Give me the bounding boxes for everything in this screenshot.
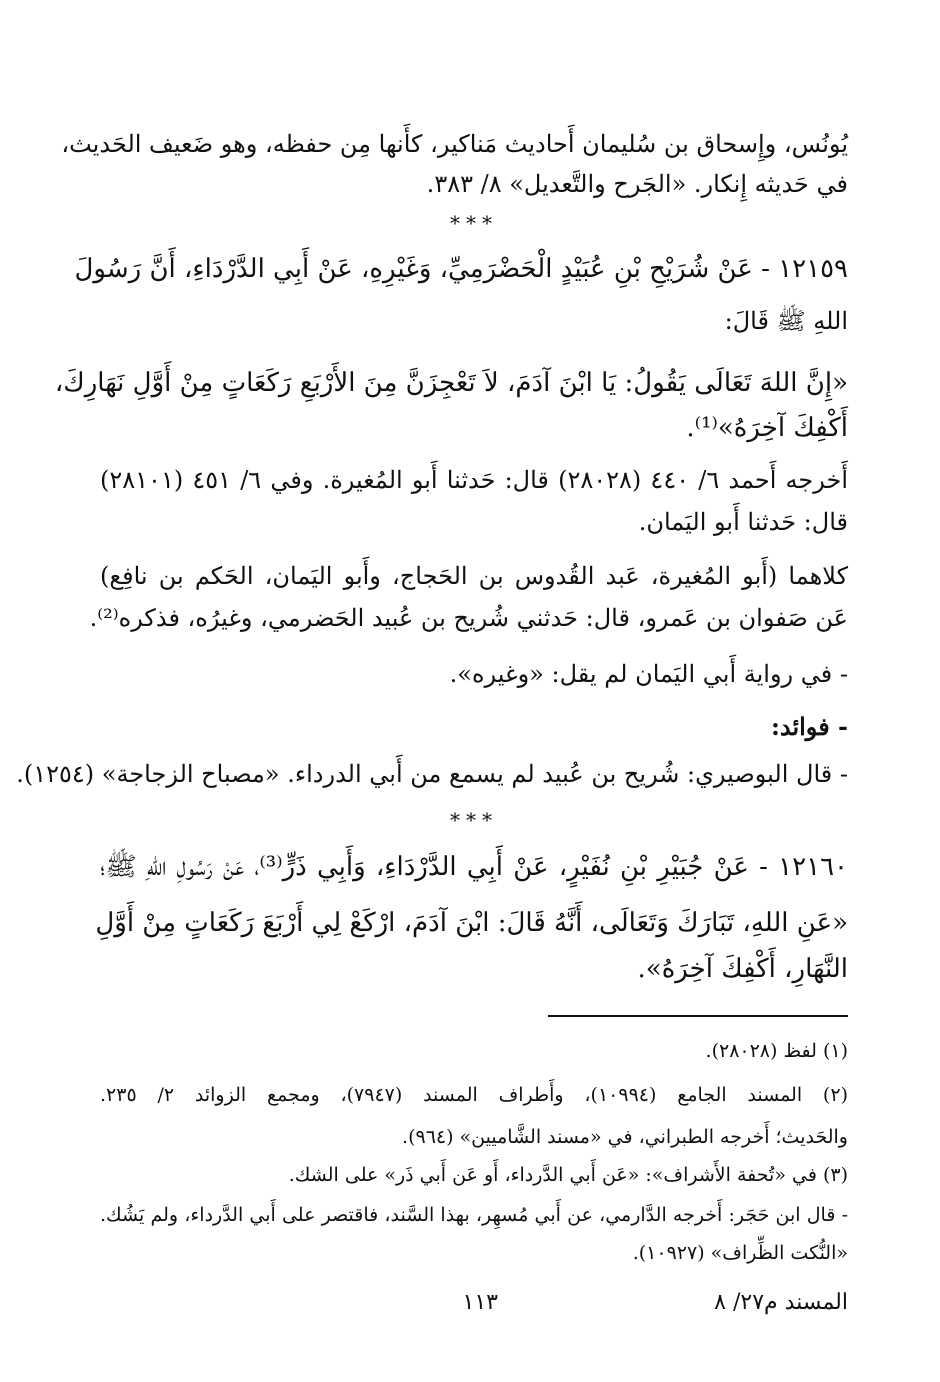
hadith-12160-text: «عَنِ اللهِ، تَبَارَكَ وَتَعَالَى، أَنَّهُ قَالَ: ابْنَ آدَمَ، ارْكَعْ لِي أَرْبَعَ رَكَعَاتٍ مِنْ أَوَّلِ bbox=[95, 908, 848, 938]
footnote-3-cont-2: «النُّكت الظِّراف» (١٠٩٢٧). bbox=[632, 1242, 848, 1264]
page-number: ١١٣ bbox=[462, 1290, 498, 1315]
footnote-rule bbox=[548, 1015, 848, 1017]
separator-stars-2: *** bbox=[450, 808, 498, 832]
text-line-1: يُونُس، وإِسحاق بن سُليمان أَحاديث مَناكير، كأَنها مِن حفظه، وهو ضَعيف الحَديث، bbox=[61, 130, 848, 158]
note-riwaya: - في رواية أَبي اليَمان لم يقل: «وغيره». bbox=[449, 660, 848, 688]
takhrij-line-4: عَن صَفوان بن عَمرو، قال: حَدثني شُريح بن عُبيد الحَضرمي، وغيرُه، فذكره⁽²⁾. bbox=[89, 604, 848, 632]
separator-stars: *** bbox=[450, 211, 498, 235]
fawaid-heading: - فوائد: bbox=[771, 712, 848, 741]
footnote-2: (٢) المسند الجامع (١٠٩٩٤)، وأَطراف المسند (٧٩٤٧)، ومجمع الزوائد ٢/ ٢٣٥. bbox=[100, 1084, 848, 1106]
hadith-12160-text-cont: النَّهَارِ، أَكْفِكَ آخِرَهُ». bbox=[637, 954, 848, 984]
hadith-12159-heading: ١٢١٥٩ - عَنْ شُرَيْحِ بْنِ عُبَيْدٍ الْحَضْرَمِيِّ، وَغَيْرِهِ، عَنْ أَبِي الدَّرْدَاءِ، أَنَّ رَسُولَ bbox=[74, 254, 848, 284]
hadith-12159-heading-cont: اللهِ ﷺ قَالَ: bbox=[724, 307, 848, 335]
takhrij-line-2: قال: حَدثنا أَبو اليَمان. bbox=[638, 508, 848, 536]
volume-signature: المسند م٢٧/ ٨ bbox=[714, 1290, 848, 1315]
footnote-2-cont: والحَديث؛ أَخرجه الطبراني، في «مسند الشَّاميين» (٩٦٤). bbox=[402, 1126, 848, 1148]
text-line-2: في حَديثه إِنكار. «الجَرح والتَّعديل» ٨/ ٣٨٣. bbox=[426, 170, 848, 198]
takhrij-line-3: كلاهما (أَبو المُغيرة، عَبد القُدوس بن الحَجاج، وأَبو اليَمان، الحَكم بن نافِع) bbox=[100, 562, 849, 590]
hadith-12159-text: «إِنَّ اللهَ تَعَالَى يَقُولُ: يَا ابْنَ آدَمَ، لاَ تَعْجِزَنَّ مِنَ الأَرْبَعِ رَكَعَاتٍ مِنْ أَوَّلِ نَهَارِكَ، bbox=[54, 368, 848, 398]
footnote-3: (٣) في «تُحفة الأَشراف»: «عَن أَبي الدَّرداء، أَو عَن أَبي ذَر» على الشك. bbox=[288, 1164, 848, 1186]
hadith-12160-heading: ١٢١٦٠ - عَنْ جُبَيْرِ بْنِ نُفَيْرٍ، عَنْ أَبِي الدَّرْدَاءِ، وَأَبِي ذَرٍّ⁽³⁾، عَنْ رَسُولِ اللهِ ﷺ؛ bbox=[100, 852, 848, 882]
takhrij-line-1: أَخرجه أَحمد ٦/ ٤٤٠ (٢٨٠٢٨) قال: حَدثنا أَبو المُغيرة. وفي ٦/ ٤٥١ (٢٨١٠١) bbox=[100, 466, 848, 494]
footnote-3-cont: - قال ابن حَجَر: أَخرجه الدَّارمي، عن أَبي مُسهِر، بهذا السَّند، فاقتصر على أَبي الدَّرداء، ولم يَشُك. bbox=[100, 1204, 848, 1226]
hadith-12159-text-cont: أَكْفِكَ آخِرَهُ»⁽¹⁾. bbox=[686, 413, 848, 443]
fawaid-busiri: - قال البوصيري: شُريح بن عُبيد لم يسمع من أَبي الدرداء. «مصباح الزجاجة» (١٢٥٤). bbox=[16, 760, 848, 788]
footnote-1: (١) لفظ (٢٨٠٢٨). bbox=[705, 1040, 848, 1062]
